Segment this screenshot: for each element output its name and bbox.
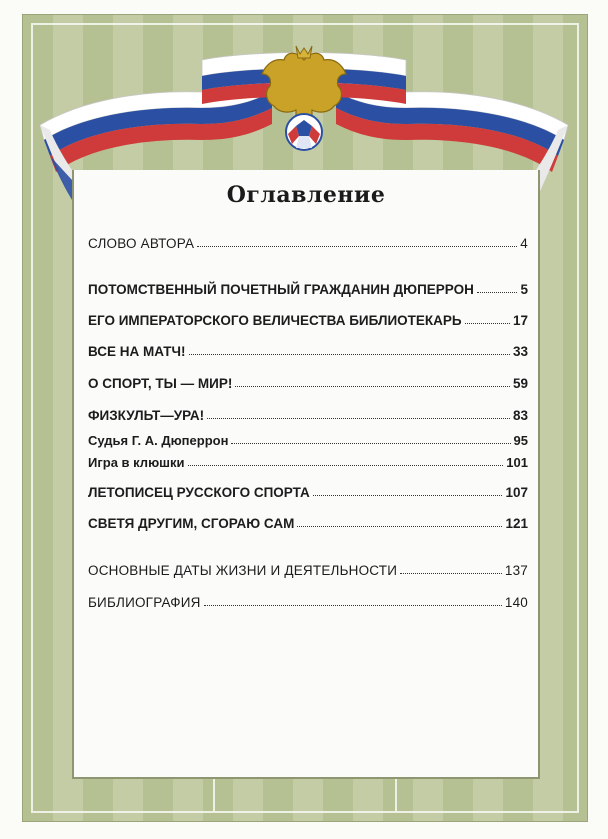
toc-leader-dots [465,323,510,324]
toc-entry-page: 137 [504,563,528,578]
toc-entry-page: 33 [512,344,528,359]
toc-entry-page: 17 [512,313,528,328]
toc-leader-dots [297,526,502,527]
toc-entry [88,282,528,297]
toc-entry [88,408,528,423]
toc-entry-label: ВСЕ НА МАТЧ! [88,344,186,359]
toc-entry-label: О СПОРТ, ТЫ — МИР! [88,376,233,391]
toc-leader-dots [204,605,502,606]
toc-entry-page: 59 [512,376,528,391]
toc-entry-page: 83 [512,408,528,423]
toc-entry-label: СЛОВО АВТОРА [88,236,195,251]
toc-entry-page: 101 [506,455,528,470]
toc-entry-label: ФИЗКУЛЬТ—УРА! [88,408,205,423]
toc-entry-page: 121 [505,516,528,531]
toc-entry [88,313,528,328]
toc-entry-page: 5 [520,282,528,297]
toc-leader-dots [188,465,504,466]
toc-leader-dots [400,573,502,574]
toc-leader-dots [207,418,510,419]
toc-entry-label: Судья Г. А. Дюперрон [88,433,229,448]
toc-leader-dots [313,495,503,496]
toc-entry [88,595,528,610]
toc-entry-label: Игра в клюшки [88,455,185,470]
toc-entry-page: 107 [505,485,528,500]
toc-leader-dots [477,292,518,293]
toc-entry-page: 95 [513,433,528,448]
toc-entry [88,485,528,500]
toc-panel [72,170,540,779]
toc-entry-page: 4 [520,236,528,251]
toc-leader-dots [231,443,510,444]
toc-entry-label: СВЕТЯ ДРУГИМ, СГОРАЮ САМ [88,516,295,531]
toc-entry [88,376,528,391]
toc-leader-dots [197,246,517,247]
toc-entry-label: БИБЛИОГРАФИЯ [88,595,201,610]
toc-entry [88,516,528,531]
toc-entry [88,563,528,578]
toc-entry-label: ЕГО ИМПЕРАТОРСКОГО ВЕЛИЧЕСТВА БИБЛИОТЕКАРЬ [88,313,462,328]
double-headed-eagle-icon [244,40,364,160]
toc-entry [88,236,528,251]
toc-entry-label: ЛЕТОПИСЕЦ РУССКОГО СПОРТА [88,485,310,500]
toc-entry [88,344,528,359]
toc-subentry [88,433,528,448]
toc-leader-dots [235,386,510,387]
toc-subentry [88,455,528,470]
toc-entry-label: ПОТОМСТВЕННЫЙ ПОЧЕТНЫЙ ГРАЖДАНИН ДЮПЕРРОН [88,282,474,297]
toc-entry-label: ОСНОВНЫЕ ДАТЫ ЖИЗНИ И ДЕЯТЕЛЬНОСТИ [88,563,398,578]
page-title: Оглавление [226,182,386,208]
toc-leader-dots [189,354,510,355]
toc-entry-page: 140 [504,595,528,610]
football-icon [286,114,322,150]
